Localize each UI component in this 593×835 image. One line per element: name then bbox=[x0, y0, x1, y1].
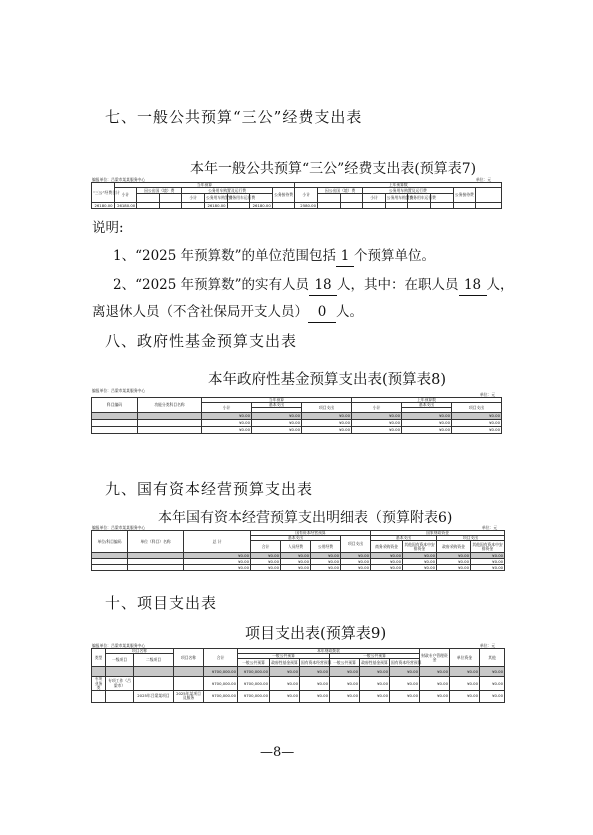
section-8-heading: 八、政府性基金预算支出表 bbox=[105, 332, 298, 350]
table-row: ¥700,000.00 ¥700,000.00 ¥0.00 ¥0.00 ¥0.00 ¥0.00 ¥0.00 ¥0.00 ¥0.00 ¥0.00 bbox=[92, 667, 505, 677]
t7-h-prev: 上年预算数 bbox=[295, 183, 502, 188]
t10-h-soe: 国有资本经营预算 bbox=[300, 659, 330, 667]
t7-h-last bbox=[476, 188, 502, 203]
table-row: ¥0.00 ¥0.00 ¥0.00 ¥0.00 ¥0.00 ¥0.00 bbox=[92, 427, 502, 434]
note-staff-total: 18 bbox=[309, 275, 337, 296]
t10-h-gov-sub: 一般公共预算 bbox=[238, 659, 270, 667]
t8-h-code: 科目编码 bbox=[92, 398, 138, 413]
table7-title: 本年一般公共预算“三公”经费支出表(预算表7) bbox=[190, 161, 477, 177]
t10-h-soe2: 国有资本经营预算 bbox=[390, 659, 420, 667]
t10-h-fund2: 政府性基金预算 bbox=[360, 659, 390, 667]
note-line-3: 离退休人员（不含社保局开支人员） 0 人。 bbox=[92, 302, 363, 323]
t7-h-subtotal: 小计 bbox=[114, 188, 137, 203]
t8-h-project: 项目支出 bbox=[302, 403, 352, 413]
t8-h-cur: 当年预算 bbox=[202, 398, 352, 403]
t10-h-l1: 一级项目 bbox=[106, 654, 134, 667]
t7-h-car-sub: 小计 bbox=[182, 194, 205, 203]
table9-title: 本年国有资本经营预算支出明细表（预算附表6) bbox=[158, 510, 453, 526]
t10-h-gov-basic: 政府性基金预算 bbox=[270, 659, 300, 667]
note-unit-count: 1 bbox=[336, 246, 354, 267]
t9-h-subtotal: 合计 bbox=[251, 541, 281, 553]
t9-h-c4: 其他国有资本中安排资金 bbox=[472, 541, 503, 551]
t10-h-gov: 一般公共预算 bbox=[238, 654, 330, 659]
t7-h-abroad: 因公出国（境）费 bbox=[137, 188, 182, 194]
t9-h-state: 国家财政资金 bbox=[371, 531, 505, 536]
table-row: ¥0.00 ¥0.00 ¥0.00 ¥0.00 ¥0.00 ¥0.00 bbox=[92, 420, 502, 427]
t7-h-recept-prev: 公务接待费 bbox=[453, 188, 476, 203]
t9-h-proj: 项目支出 bbox=[341, 536, 371, 553]
t8-h-subtotal: 小计 bbox=[202, 403, 252, 413]
table-row: ¥0.00 ¥0.00 ¥0.00 ¥0.00 ¥0.00 ¥0.00 ¥0.00 ¥0.00 ¥0.00 bbox=[92, 565, 505, 571]
t10-h-self: 单位资金 bbox=[450, 649, 480, 667]
t7-h-cur: 当年预算 bbox=[114, 183, 295, 188]
t8-h-project-prev: 项目支出 bbox=[452, 403, 502, 413]
table8 bbox=[91, 397, 502, 434]
t10-h-type: 类型 bbox=[92, 649, 106, 667]
t10-h-projname: 项目名称 bbox=[174, 649, 204, 667]
t7-h-car: 公务用车购置及运行费 bbox=[182, 188, 272, 194]
t8-h-basic: 基本支出 bbox=[252, 403, 302, 408]
table-row: ¥0.00 ¥0.00 ¥0.00 ¥0.00 ¥0.00 ¥0.00 ¥0.00 ¥0.00 ¥0.00 bbox=[92, 559, 505, 565]
t8-h-basic-prev: 基本支出 bbox=[402, 403, 452, 408]
t7-h-total: “三公”经费合计 bbox=[92, 183, 115, 203]
notes-heading: 说明: bbox=[92, 220, 124, 236]
table9-unit-label: 编报单位：吕梁市某某服务中心 bbox=[92, 525, 146, 530]
table8-unit-right: 单位：元 bbox=[480, 392, 496, 397]
t9-h-total: 总 计 bbox=[184, 531, 251, 553]
t8-h-name: 功能分类科目名称 bbox=[138, 398, 202, 413]
t10-h-gen2: 一般公共预算 bbox=[330, 659, 360, 667]
t10-h-projgroup: 项目名称 bbox=[106, 649, 174, 654]
t9-h-public: 公用经费 bbox=[311, 541, 341, 553]
table7 bbox=[91, 182, 502, 209]
t10-h-fund: 本年财政拨款 bbox=[238, 649, 420, 654]
t9-h-unitname: 单位（科目）名称 bbox=[128, 531, 184, 553]
table10-title: 项目支出表(预算表9) bbox=[245, 624, 387, 642]
t9-h-basic: 基本支出 bbox=[251, 536, 341, 541]
t9-h-c3: 政府采购资金 bbox=[437, 541, 471, 553]
table-row: 专项业务类 专项工作（吕梁市） ¥700,000.00 ¥700,000.00 ¥0.00 ¥0.00 ¥0.00 ¥0.00 ¥0.00 ¥0.00 ¥0.00 ¥0.00 bbox=[92, 677, 505, 691]
table10-unit-right: 单位：元 bbox=[480, 643, 496, 648]
table7-unit-label: 编报单位：吕梁市某某服务中心 bbox=[92, 177, 146, 182]
t7-h-car-buy: 公务用车购置费 bbox=[204, 194, 227, 203]
t9-h-soe: 国有资本经营预算 bbox=[251, 531, 371, 536]
table7-unit-right: 单位：元 bbox=[476, 177, 492, 182]
t7-h-car-run: 公务用车运行费 bbox=[227, 194, 250, 203]
t7-h-car-run-prev: 公务用车运行费 bbox=[408, 194, 431, 203]
t7-h-subtotal-prev: 小计 bbox=[295, 188, 318, 203]
t10-h-other: 其他 bbox=[480, 649, 505, 667]
table10-unit-label: 编报单位：吕梁市某某服务中心 bbox=[92, 643, 146, 648]
t10-h-fin: 财政专户管理资金 bbox=[420, 649, 450, 667]
t9-h-unitcode: 单位/科目编码 bbox=[92, 531, 128, 553]
t8-h-subtotal-prev: 小计 bbox=[352, 403, 402, 413]
t9-h-basic-group: 基本支出 bbox=[371, 536, 437, 541]
t7-h-car-sub-prev: 小计 bbox=[363, 194, 386, 203]
t9-h-c2: 其他国有资本中安排资金 bbox=[404, 541, 435, 551]
table9 bbox=[91, 530, 505, 571]
note-line-2: 2、“2025 年预算数”的实有人员 18 人，其中：在职人员 18 人， bbox=[113, 275, 514, 296]
t10-h-gen: 一般公共预算 bbox=[330, 654, 420, 659]
note-retired: 0 bbox=[308, 302, 336, 323]
table-row: ¥0.00 ¥0.00 ¥0.00 ¥0.00 ¥0.00 ¥0.00 ¥0.00 ¥0.00 ¥0.00 bbox=[92, 553, 505, 559]
t7-h-recept: 公务接待费 bbox=[272, 188, 295, 203]
t9-h-c1: 商务采购资金 bbox=[371, 541, 403, 553]
note-line-1: 1、“2025 年预算数”的单位范围包括 1 个预算单位。 bbox=[113, 246, 435, 267]
table8-unit-label: 编报单位：吕梁市某某服务中心 bbox=[92, 388, 146, 393]
t9-h-proj-group: 项目支出 bbox=[437, 536, 505, 541]
t7-h-car-prev: 公务用车购置及运行费 bbox=[363, 188, 453, 194]
table8-title: 本年政府性基金预算支出表(预算表8) bbox=[208, 372, 447, 388]
table9-unit-right: 单位：元 bbox=[482, 525, 498, 530]
page-number: —8— bbox=[260, 745, 295, 760]
table-row: 26180.00 26180.00 26180.00 26180.00 2580.00 bbox=[92, 203, 502, 209]
t10-h-total: 合计 bbox=[204, 649, 238, 667]
section-10-heading: 十、项目支出表 bbox=[105, 594, 218, 612]
t8-h-prev: 上年预算数 bbox=[352, 398, 502, 403]
table10 bbox=[91, 648, 505, 703]
note-staff-active: 18 bbox=[459, 275, 487, 296]
section-7-heading: 七、一般公共预算“三公”经费支出表 bbox=[105, 108, 363, 126]
section-9-heading: 九、国有资本经营预算支出表 bbox=[105, 480, 314, 498]
t10-h-l2: 二级项目 bbox=[134, 654, 174, 667]
table-row: 2025年吕梁某项目 2025年某项目及服务 ¥700,000.00 ¥700,000.00 ¥0.00 ¥0.00 ¥0.00 ¥0.00 ¥0.00 ¥0.00 ¥0.00 ¥0.00 bbox=[92, 690, 505, 702]
t7-h-abroad-prev: 因公出国（境）费 bbox=[318, 188, 363, 194]
t9-h-staff: 人员经费 bbox=[281, 541, 311, 553]
table-row: ¥0.00 ¥0.00 ¥0.00 ¥0.00 ¥0.00 ¥0.00 bbox=[92, 413, 502, 420]
t7-h-car-buy-prev: 公务用车购置费 bbox=[385, 194, 408, 203]
